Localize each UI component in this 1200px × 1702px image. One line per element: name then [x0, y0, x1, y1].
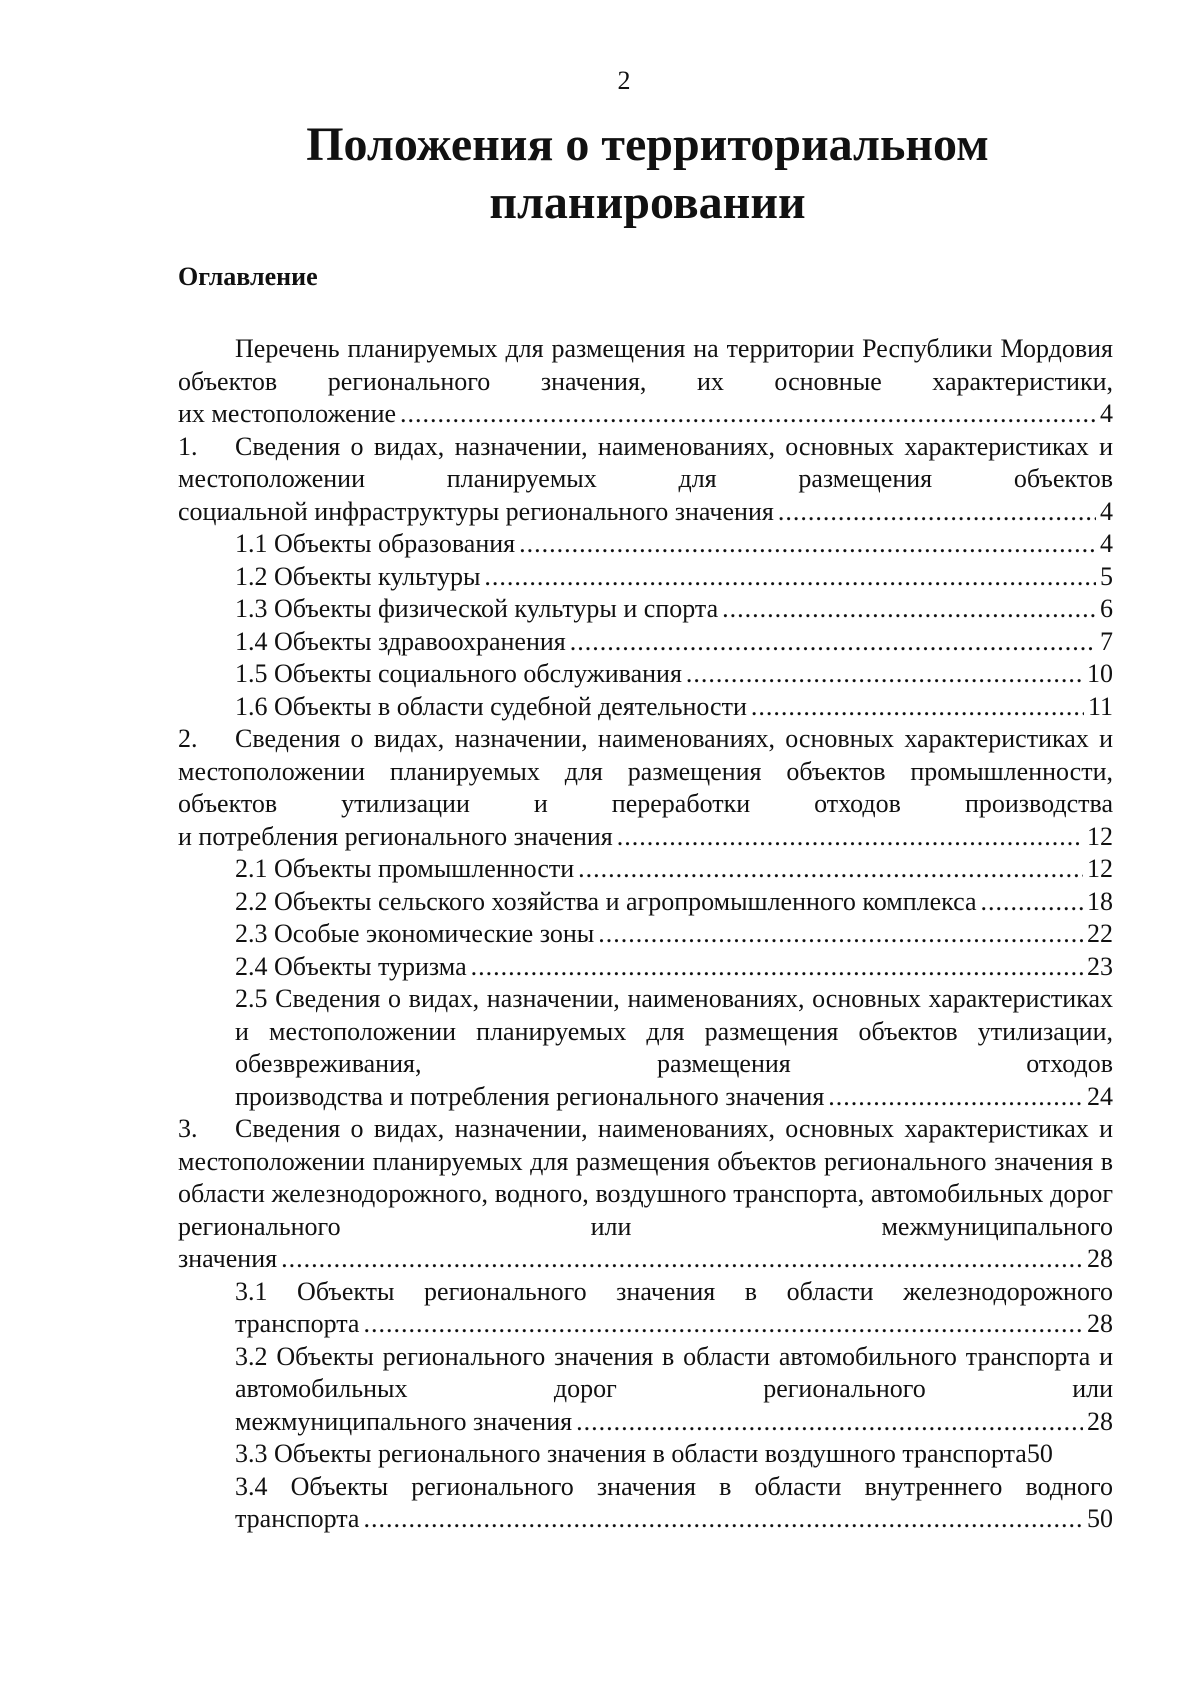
dot-leader [363, 1503, 1083, 1536]
toc-entry[interactable] [178, 983, 1113, 1113]
toc-entry[interactable] [178, 1276, 1113, 1341]
toc-entry-page-number: 6 [1100, 594, 1113, 623]
toc-entry[interactable] [178, 333, 1113, 431]
toc-entry-body: 3.2 Объекты регионального значения в области автомобильного транспорта и автомобильных дорог регионального или [235, 1341, 1113, 1403]
toc-entry-line [178, 496, 1113, 529]
toc-entry-line [235, 951, 1113, 984]
toc-entry-line [235, 528, 1113, 561]
toc-entry-title: значения [178, 1244, 278, 1273]
toc-entry-title: 1.2 Объекты культуры [235, 561, 481, 591]
toc-entry-title: 2.2 Объекты сельского хозяйства и агропромышленного комплекса [235, 886, 977, 916]
toc-entry-line [235, 658, 1113, 691]
toc-entry-line [235, 1406, 1113, 1439]
dot-leader [484, 561, 1096, 594]
toc-entry-text [178, 333, 1113, 398]
toc-entry-text [235, 1276, 1113, 1309]
toc-entry-line [235, 561, 1113, 594]
toc-entry-line [235, 691, 1113, 724]
toc-entry-line [235, 886, 1113, 919]
toc-entry[interactable] [178, 431, 1113, 529]
toc-entry-line [178, 398, 1113, 431]
toc-entry-line [235, 1438, 1113, 1471]
dot-leader [617, 821, 1083, 854]
toc-entry-number: 3. [178, 1114, 198, 1143]
toc-entry-page-number: 28 [1087, 1244, 1113, 1273]
toc-entry-number: 1. [178, 431, 198, 461]
toc-entry-page-number: 50 [1026, 1439, 1053, 1468]
toc-entry-text [178, 723, 1113, 821]
dot-leader [828, 1081, 1083, 1114]
dot-leader [686, 658, 1083, 691]
toc-entry-page-number: 18 [1087, 886, 1113, 916]
title-line-1: Положения о территориальном [306, 118, 989, 171]
toc-entry-line [235, 1308, 1113, 1341]
title-line-2: планировании [489, 176, 806, 229]
toc-entry[interactable] [178, 528, 1113, 561]
toc-entry-title: 1.4 Объекты здравоохранения [235, 626, 566, 656]
toc-entry-title: и потребления регионального значения [178, 821, 613, 851]
toc-entry-body: Сведения о видах, назначении, наименованиях, основных характеристиках и местоположении планируемых для размещения объектов промышленности, объектов утилизации и переработки отходов производства [178, 724, 1113, 818]
toc-entry-number: 2. [178, 724, 198, 753]
toc-entry-page-number: 12 [1087, 821, 1113, 851]
toc-entry[interactable] [178, 1113, 1113, 1276]
toc-entry[interactable] [178, 561, 1113, 594]
table-of-contents [178, 333, 1113, 1536]
toc-entry[interactable] [178, 1471, 1113, 1536]
toc-entry-title: 3.3 Объекты регионального значения в области воздушного транспорта [235, 1439, 1027, 1468]
toc-entry[interactable] [178, 918, 1113, 951]
dot-leader [722, 593, 1096, 626]
toc-entry-page-number: 28 [1087, 1406, 1113, 1436]
toc-entry-text [235, 1471, 1113, 1504]
toc-entry-page-number: 4 [1100, 496, 1113, 526]
toc-entry-title: 1.1 Объекты образования [235, 529, 516, 558]
toc-entry-page-number: 4 [1100, 529, 1113, 558]
toc-entry-page-number: 24 [1087, 1081, 1113, 1111]
toc-entry-title: 1.3 Объекты физической культуры и спорта [235, 594, 719, 623]
toc-entry-title: транспорта [235, 1309, 360, 1338]
toc-entry-title: 2.4 Объекты туризма [235, 951, 467, 981]
dot-leader [778, 496, 1096, 529]
toc-entry-page-number: 22 [1087, 919, 1113, 948]
dot-leader [751, 691, 1084, 724]
toc-entry[interactable] [178, 658, 1113, 691]
toc-entry-body: Сведения о видах, назначении, наименованиях, основных характеристиках и местоположении планируемых для размещения объектов [178, 431, 1113, 493]
toc-entry-text [235, 1341, 1113, 1406]
toc-entry-title: 1.6 Объекты в области судебной деятельности [235, 691, 747, 721]
toc-entry-body: 3.1 Объекты регионального значения в области железнодорожного [235, 1276, 1113, 1306]
toc-entry-title: межмуниципального значения [235, 1406, 573, 1436]
toc-entry-body: 3.4 Объекты регионального значения в области внутреннего водного [235, 1471, 1113, 1501]
dot-leader [519, 528, 1096, 561]
toc-entry[interactable] [178, 626, 1113, 659]
toc-entry[interactable] [178, 723, 1113, 853]
toc-entry-page-number: 28 [1087, 1309, 1113, 1338]
toc-entry[interactable] [178, 593, 1113, 626]
toc-entry-line [235, 626, 1113, 659]
toc-entry[interactable] [178, 853, 1113, 886]
toc-entry-text [235, 983, 1113, 1081]
toc-entry-body: Сведения о видах, назначении, наименованиях, основных характеристиках и местоположении планируемых для размещения объектов регионального значения в области железнодорожного, водного, воздушного транспорта, автомобильных дорог регионального или межмуниципального [178, 1114, 1113, 1241]
dot-leader [363, 1308, 1083, 1341]
toc-entry-title: 2.1 Объекты промышленности [235, 854, 575, 883]
toc-entry[interactable] [178, 691, 1113, 724]
toc-entry-body: 2.5 Сведения о видах, назначении, наименованиях, основных характеристиках и местоположении планируемых для размещения объектов утилизации, обезвреживания, размещения отходов [235, 984, 1113, 1078]
toc-entry-page-number: 50 [1087, 1504, 1113, 1533]
toc-entry-line [235, 918, 1113, 951]
toc-entry-line [235, 593, 1113, 626]
dot-leader [471, 951, 1083, 984]
toc-entry-text [178, 1113, 1113, 1243]
dot-leader [400, 398, 1096, 431]
dot-leader [981, 886, 1083, 919]
toc-entry-page-number: 5 [1100, 561, 1113, 591]
toc-entry[interactable] [178, 951, 1113, 984]
toc-entry-page-number: 11 [1087, 691, 1113, 721]
toc-entry-title: транспорта [235, 1504, 360, 1533]
toc-entry[interactable] [178, 886, 1113, 919]
toc-entry-title: производства и потребления регионального значения [235, 1081, 825, 1111]
dot-leader [578, 853, 1083, 886]
toc-entry-title: социальной инфраструктуры регионального значения [178, 496, 774, 526]
page-number: 2 [617, 66, 631, 95]
toc-entry-body: Перечень планируемых для размещения на территории Республики Мордовия объектов регионального значения, их основные характеристики, [178, 334, 1113, 396]
toc-entry[interactable] [178, 1438, 1113, 1471]
toc-entry-title: 1.5 Объекты социального обслуживания [235, 659, 682, 688]
toc-entry-line [235, 1503, 1113, 1536]
toc-entry-page-number: 7 [1100, 626, 1113, 656]
toc-entry-page-number: 12 [1087, 854, 1113, 883]
toc-entry[interactable] [178, 1341, 1113, 1439]
toc-entry-line [178, 1243, 1113, 1276]
toc-entry-text [178, 431, 1113, 496]
dot-leader [281, 1243, 1083, 1276]
dot-leader [576, 1406, 1083, 1439]
toc-heading: Оглавление [178, 262, 318, 291]
toc-entry-title: 2.3 Особые экономические зоны [235, 919, 595, 948]
dot-leader [598, 918, 1083, 951]
toc-entry-title: их местоположение [178, 399, 397, 428]
toc-entry-line [235, 853, 1113, 886]
toc-entry-page-number: 4 [1100, 399, 1113, 428]
toc-entry-page-number: 23 [1087, 951, 1113, 981]
document-title [180, 116, 1115, 232]
toc-entry-page-number: 10 [1087, 659, 1113, 688]
toc-entry-line [235, 1081, 1113, 1114]
dot-leader [570, 626, 1096, 659]
toc-entry-line [178, 821, 1113, 854]
